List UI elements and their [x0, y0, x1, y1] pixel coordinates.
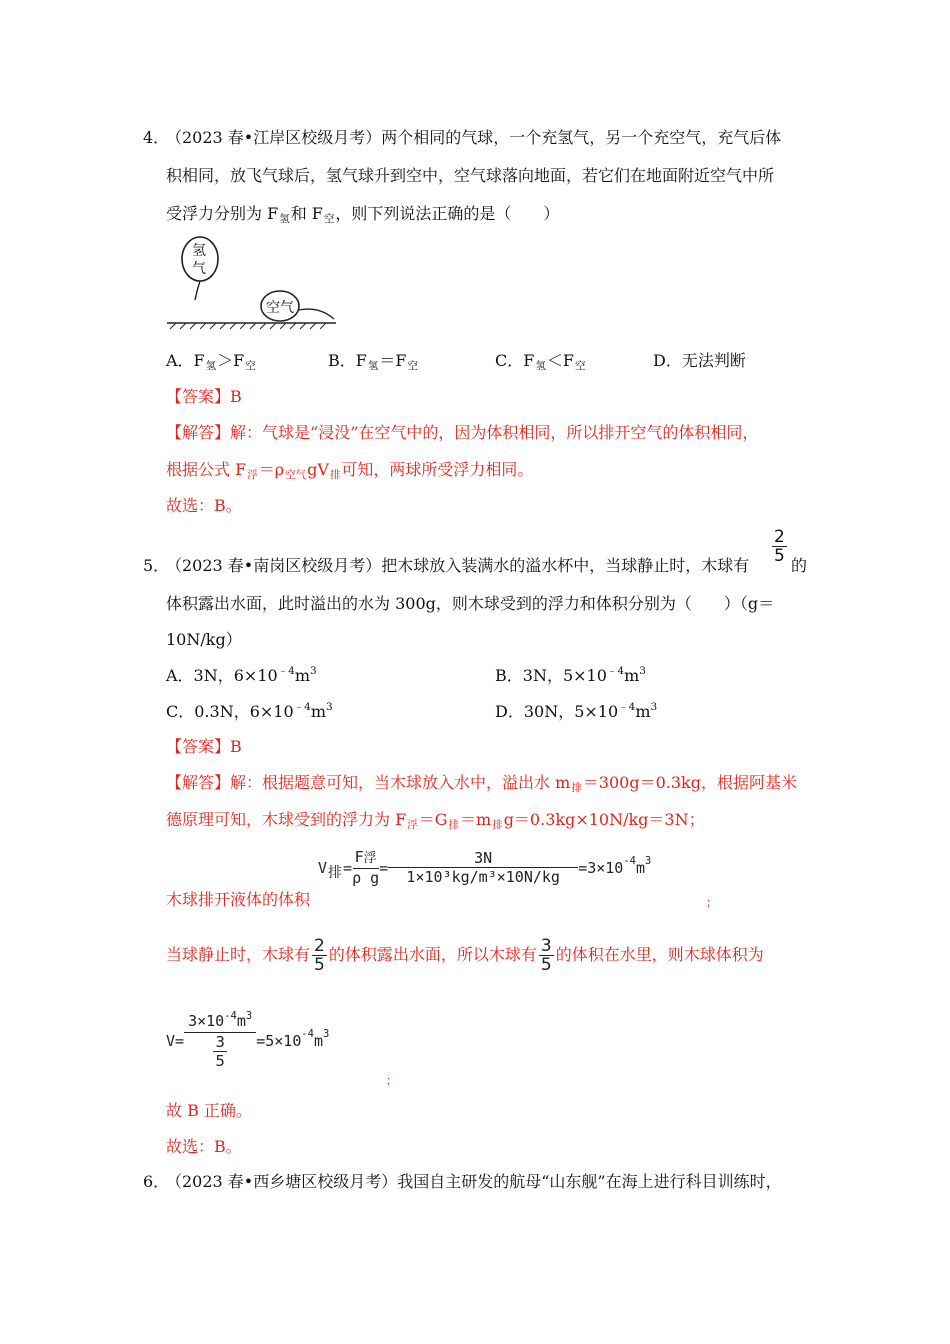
q5-line3: 10N/kg） — [166, 630, 242, 649]
q5-line2: 体积露出水面，此时溢出的水为 300g，则木球受到的浮力和体积分别为（ ）（g＝ — [166, 594, 775, 613]
q5-choose: 故选：B。 — [166, 1137, 242, 1156]
q4-line1: （2023 春•江岸区校级月考）两个相同的气球，一个充氢气，另一个充空气，充气后体 — [166, 128, 782, 147]
q5-analysis-2: 德原理可知，木球受到的浮力为 F浮＝G排＝m排g＝0.3kg×10N/kg＝3N； — [166, 810, 705, 831]
q4-option-a[interactable]: A．F氢＞F空 — [166, 351, 256, 372]
q5-immersion-line: 当球静止时，木球有 $\frac{2}{5}$ 的体积露出水面，所以木球有 $\frac{3}{5}$ 的体积在水里，则木球体积为 — [166, 935, 764, 975]
q4-line2: 积相同，放飞气球后，氢气球升到空中，空气球落向地面，若它们在地面附近空气中所 — [166, 166, 775, 185]
q5-semicolon-1: ； — [706, 896, 717, 909]
q5-line1-end: 的 — [791, 556, 808, 575]
q6-number: 6． — [143, 1172, 170, 1191]
q5-answer: 【答案】B — [166, 737, 242, 756]
q5-conclusion: 故 B 正确。 — [166, 1101, 252, 1120]
q5-fraction-2-5: $\frac{2}{5}$ — [774, 527, 785, 566]
q5-option-d[interactable]: D．30N，$5\times 10^{﹣4}m^3$ — [495, 701, 658, 721]
balloon-figure — [164, 232, 339, 332]
q5-equation-ball-volume: V= $\frac{3\times 10^{-4}m^3}{\frac{3}{5}}$ =5×10 -4 m 3 — [166, 1010, 330, 1070]
q5-equation-displaced-volume: V 排 = $\frac{\text{F浮}}{\text{ρ g}}$ = $\frac{3N}{\text{1×10³kg/m³×10N/kg}}$ =3×10 -4 m 3 — [318, 848, 652, 887]
q4-option-d[interactable]: D．无法判断 — [653, 351, 746, 370]
q4-choose: 故选：B。 — [166, 496, 242, 515]
q4-option-c[interactable]: C．F氢＜F空 — [495, 351, 586, 372]
q5-option-a[interactable]: A．3N，$6\times 10^{﹣4}m^3$ — [166, 665, 317, 685]
q5-line1: （2023 春•南岗区校级月考）把木球放入装满水的溢水杯中，当球静止时，木球有 — [166, 556, 750, 575]
q4-option-b[interactable]: B．F氢＝F空 — [328, 351, 418, 372]
balloon-drawing — [164, 232, 339, 332]
q4-analysis-1: 【解答】解：气球是“浸没”在空气中的，因为体积相同，所以排开空气的体积相同， — [166, 423, 759, 442]
q5-number: 5． — [143, 556, 170, 575]
balloon-air-label: 空气 — [266, 300, 294, 316]
q5-semicolon-2: ； — [386, 1074, 397, 1087]
q4-answer: 【答案】B — [166, 387, 242, 406]
fraction-3-5: $\frac{3}{5}$ — [540, 935, 552, 975]
q4-analysis-2: 根据公式 F浮＝ρ空气gV排可知，两球所受浮力相同。 — [166, 460, 534, 481]
q5-volume-text: 木球排开液体的体积 — [166, 890, 311, 909]
q4-line3: 受浮力分别为 F氢和 F空，则下列说法正确的是（ ） — [166, 204, 560, 225]
q5-option-b[interactable]: B．3N，$5\times 10^{﹣4}m^3$ — [495, 665, 646, 685]
q6-line1: （2023 春•西乡塘区校级月考）我国自主研发的航母“山东舰”在海上进行科目训练时， — [166, 1172, 782, 1191]
fraction-2-5: $\frac{2}{5}$ — [314, 935, 325, 975]
balloon-hydrogen-label-bottom: 气 — [192, 261, 206, 277]
q5-analysis-1: 【解答】解：根据题意可知，当木球放入水中，溢出水 m排＝300g＝0.3kg，根据阿基米 — [166, 773, 797, 794]
balloon-hydrogen-label-top: 氢 — [192, 243, 206, 259]
q4-number: 4． — [143, 128, 170, 147]
q5-option-c[interactable]: C．0.3N，$6\times 10^{﹣4}m^3$ — [166, 701, 333, 721]
